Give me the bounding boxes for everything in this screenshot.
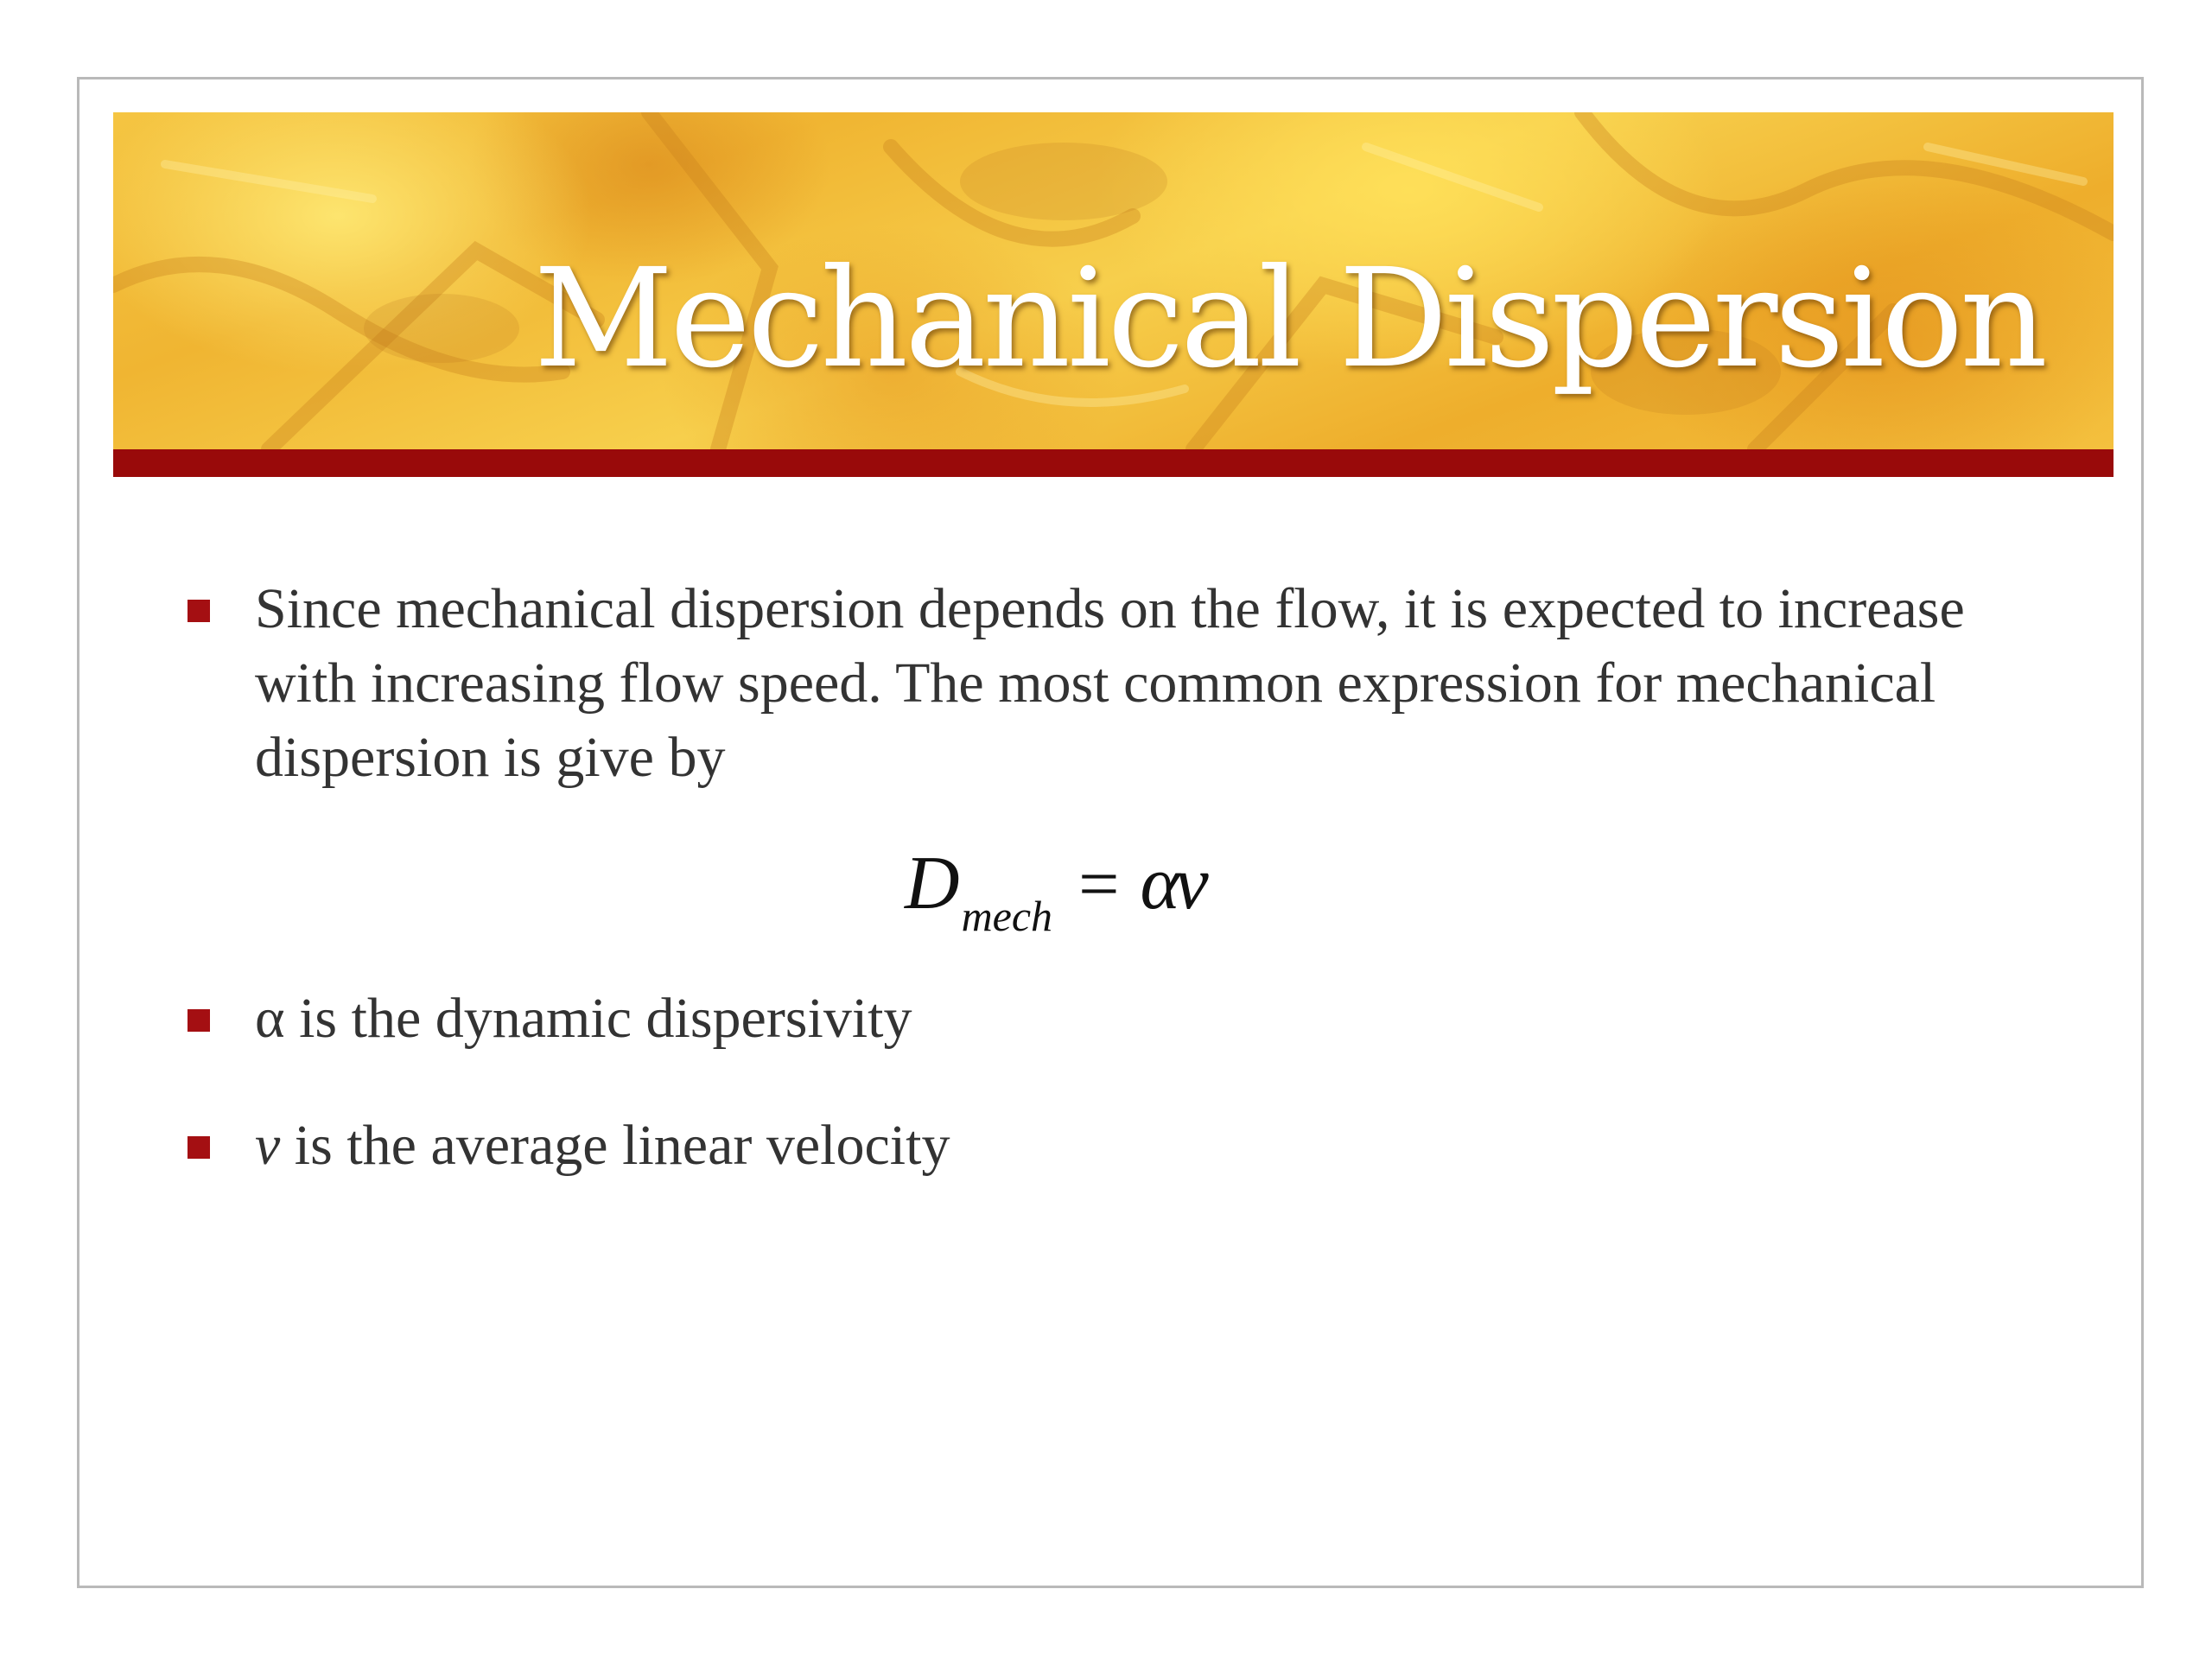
bullet-description: is the average linear velocity <box>280 1114 950 1177</box>
equation-operator: = <box>1078 844 1120 925</box>
equation-rhs: αv <box>1140 842 1204 925</box>
velocity-symbol: v <box>255 1114 281 1177</box>
square-bullet-icon <box>188 1009 210 1032</box>
bullet-text: Since mechanical dispersion depends on the flow, it is expected to increase with increasing flow speed. The most common expression for mechanical dispersion is give by <box>255 577 1965 789</box>
square-bullet-icon <box>188 600 210 622</box>
bullet-description: is the dynamic dispersivity <box>284 987 912 1050</box>
slide-title: Mechanical Dispersion <box>533 239 2044 398</box>
equation-lhs-subscript: mech <box>961 892 1053 940</box>
dispersion-equation <box>905 840 1204 940</box>
title-underline-bar <box>113 449 2113 477</box>
equation-lhs: D <box>905 842 960 925</box>
bullet-text <box>255 1109 2069 1183</box>
square-bullet-icon <box>188 1136 210 1159</box>
title-banner <box>113 112 2113 449</box>
slide <box>77 77 2144 1588</box>
alpha-symbol: α <box>255 987 285 1050</box>
bullet-text <box>255 982 2069 1056</box>
